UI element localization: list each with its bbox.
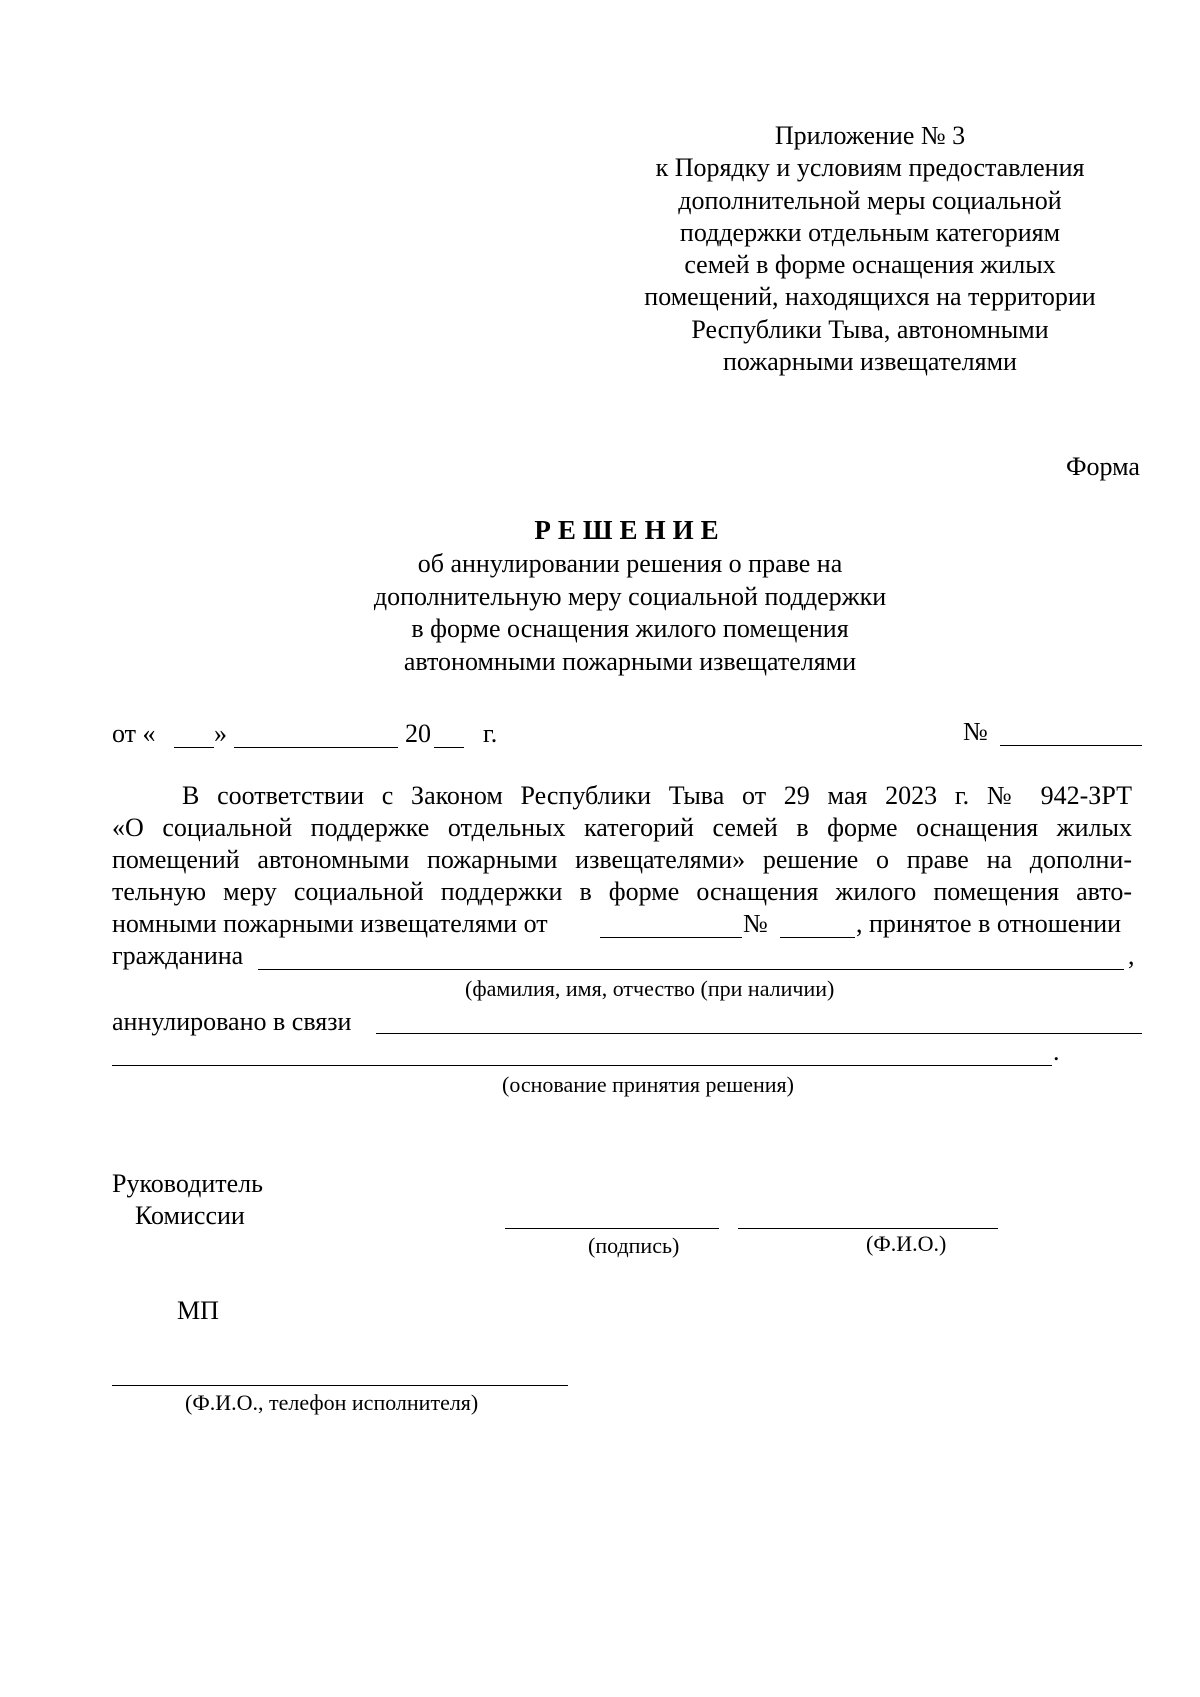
body-line-4: тельную меру социальной поддержки в форме оснащения жилого помещения авто- (112, 877, 1132, 906)
body-line-3: помещений автономными пожарными извещателями» решение о праве на дополни- (112, 845, 1132, 874)
year-prefix: 20 (405, 719, 431, 748)
appendix-header (608, 120, 1132, 378)
date-quote-close: » (214, 719, 227, 748)
stamp-place-label: МП (177, 1296, 219, 1325)
number-field-line[interactable] (1000, 745, 1142, 746)
executor-caption: (Ф.И.О., телефон исполнителя) (185, 1390, 479, 1415)
decision-date-field-line[interactable] (600, 937, 742, 938)
signature-field-line[interactable] (505, 1228, 719, 1229)
date-from-label: от « (112, 719, 156, 748)
title-main: РЕШЕНИЕ (534, 515, 726, 545)
title-line: автономными пожарными извещателями (403, 646, 857, 676)
citizen-fio-field-line[interactable] (258, 969, 1124, 970)
appendix-line: дополнительной меры социальной (678, 185, 1062, 215)
decision-number-sign: № (743, 909, 768, 938)
annul-line-period: . (1053, 1037, 1060, 1066)
day-field-line[interactable] (174, 747, 214, 748)
executor-field-line[interactable] (112, 1385, 568, 1386)
number-sign: № (963, 717, 988, 746)
body-line-5-start: номными пожарными извещателями от (112, 909, 548, 938)
annul-reason-field-line-1[interactable] (376, 1033, 1142, 1034)
citizen-line-comma: , (1128, 941, 1135, 970)
appendix-line: пожарными извещателями (723, 347, 1017, 377)
appendix-line: Приложение № 3 (774, 121, 966, 150)
year-suffix: г. (483, 719, 498, 748)
citizen-label: гражданина (112, 941, 244, 970)
appendix-line: Республики Тыва, автономными (691, 314, 1049, 344)
body-line-2: «О социальной поддержке отдельных категорий семей в форме оснащения жилых (112, 813, 1132, 842)
appendix-line: помещений, находящихся на территории (644, 282, 1096, 312)
head-title-line-1: Руководитель (112, 1169, 263, 1198)
appendix-line: семей в форме оснащения жилых (684, 250, 1056, 280)
appendix-line: к Порядку и условиям предоставления (655, 153, 1085, 183)
head-fio-caption: (Ф.И.О.) (866, 1231, 947, 1256)
basis-caption: (основание принятия решения) (502, 1072, 794, 1097)
year-field-line[interactable] (434, 747, 464, 748)
annul-reason-field-line-2[interactable] (112, 1065, 1052, 1066)
signature-caption: (подпись) (588, 1233, 680, 1258)
appendix-line: поддержки отдельным категориям (679, 217, 1061, 247)
title-line: дополнительную меру социальной поддержки (373, 581, 887, 611)
form-label: Форма (1066, 452, 1140, 481)
title-line: об аннулировании решения о праве на (417, 549, 843, 578)
annulled-label: аннулировано в связи (112, 1007, 352, 1036)
document-title (200, 512, 1060, 678)
month-field-line[interactable] (234, 747, 398, 748)
decision-number-field-line[interactable] (780, 937, 855, 938)
citizen-fio-caption: (фамилия, имя, отчество (при наличии) (465, 976, 835, 1001)
body-line-5-end: , принятое в отношении (856, 909, 1122, 938)
head-fio-field-line[interactable] (738, 1228, 998, 1229)
head-title-line-2: Комиссии (135, 1201, 245, 1230)
title-line: в форме оснащения жилого помещения (411, 614, 849, 643)
body-line-1: В соответствии с Законом Республики Тыва от 29 мая 2023 г. № 942-ЗРТ (182, 781, 1132, 810)
